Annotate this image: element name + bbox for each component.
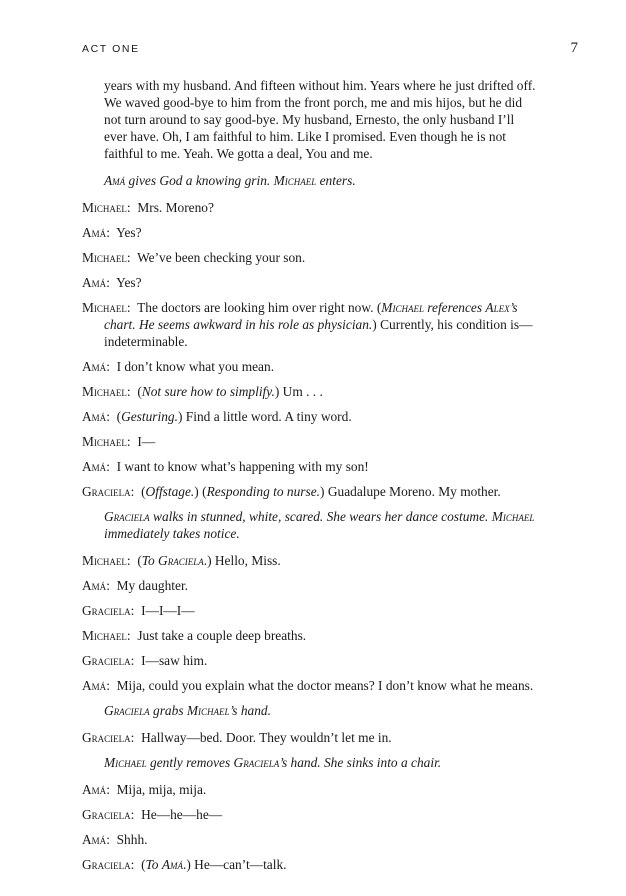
dialogue-line: Amá: Shhh. bbox=[82, 832, 148, 847]
dialogue-line: Michael: (To Graciela.) Hello, Miss. bbox=[82, 553, 281, 568]
stage-direction: Amá gives God a knowing grin. Michael enters. bbox=[104, 173, 356, 188]
dialogue-line: Michael: We’ve been checking your son. bbox=[82, 250, 306, 265]
page-number: 7 bbox=[570, 40, 578, 56]
stage-direction: Graciela walks in stunned, white, scared. She wears her dance costume. Michael immediately takes notice. bbox=[104, 509, 535, 541]
dialogue-line: Michael: I— bbox=[82, 434, 156, 449]
dialogue-line: Graciela: I—saw him. bbox=[82, 653, 208, 668]
stage-direction: Michael gently removes Graciela’s hand. She sinks into a chair. bbox=[104, 755, 442, 770]
dialogue-line: Amá: My daughter. bbox=[82, 578, 189, 593]
dialogue-line: Michael: The doctors are looking him over right now. (Michael references Alex’s chart. He seems awkward in his role as physician.) Currently, his condition is—indeterminable. bbox=[82, 300, 533, 349]
act-label: ACT ONE bbox=[82, 43, 140, 55]
dialogue-line: Amá: Yes? bbox=[82, 225, 142, 240]
dialogue-line: Amá: (Gesturing.) Find a little word. A tiny word. bbox=[82, 409, 352, 424]
dialogue-line: Graciela: Hallway—bed. Door. They wouldn’t let me in. bbox=[82, 730, 392, 745]
stage-direction: Graciela grabs Michael’s hand. bbox=[104, 703, 271, 718]
dialogue-line: Amá: Yes? bbox=[82, 275, 142, 290]
dialogue-line: Michael: (Not sure how to simplify.) Um . . . bbox=[82, 384, 323, 399]
dialogue-line: Graciela: (To Amá.) He—can’t—talk. bbox=[82, 857, 287, 872]
dialogue-line: Amá: Mija, mija, mija. bbox=[82, 782, 207, 797]
dialogue-line: Graciela: I—I—I— bbox=[82, 603, 195, 618]
continued-speech: years with my husband. And fifteen without him. Years where he just drifted off. We waved good-bye to him from the front porch, me and mis hijos, but he did not turn around to say good-bye. My husband, Ernesto, the only husband I’ll ever have. Oh, I am faithful to him. Like I promised. Even though he is not faithful to me. Yeah. We gotta a deal, You and me. bbox=[104, 78, 536, 161]
dialogue-line: Amá: I don’t know what you mean. bbox=[82, 359, 275, 374]
dialogue-line: Amá: Mija, could you explain what the doctor means? I don’t know what he means. bbox=[82, 678, 534, 693]
script-body bbox=[82, 77, 540, 881]
dialogue-line: Amá: I want to know what’s happening with my son! bbox=[82, 459, 369, 474]
dialogue-line: Graciela: He—he—he— bbox=[82, 807, 223, 822]
running-header bbox=[82, 40, 578, 60]
dialogue-line: Michael: Just take a couple deep breaths. bbox=[82, 628, 307, 643]
dialogue-line: Michael: Mrs. Moreno? bbox=[82, 200, 214, 215]
dialogue-line: Graciela: (Offstage.) (Responding to nurse.) Guadalupe Moreno. My mother. bbox=[82, 484, 501, 499]
